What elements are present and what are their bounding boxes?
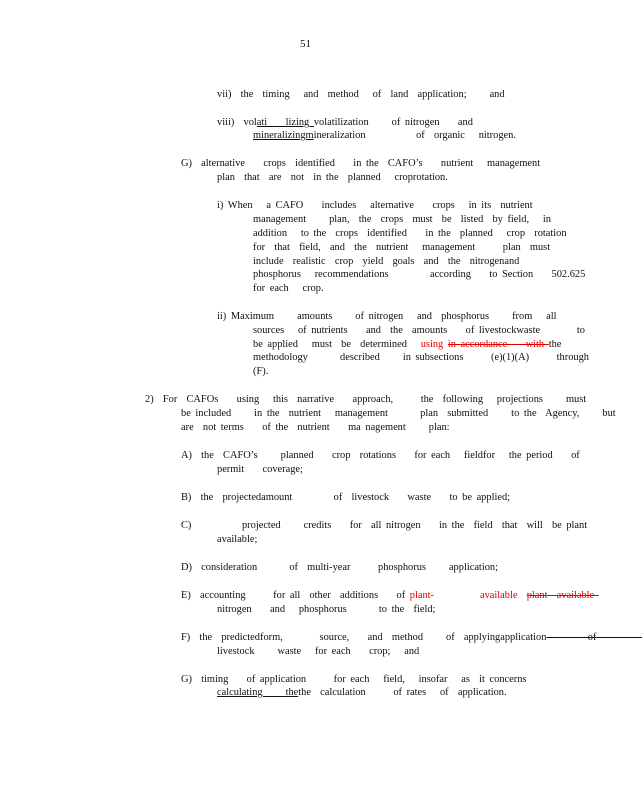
item-ii-text: be applied must be determined — [253, 339, 421, 350]
item-viii-text-2: ineralization of organic nitrogen. — [313, 130, 516, 141]
inserted-text: using — [420, 339, 448, 350]
item-f-text: F) the predictedform, source, and method of applyingapplication — [181, 632, 547, 643]
item-i-line5: include realistic crop yield goals and the nitrogenand — [253, 256, 520, 267]
item-i-line4: for that field, and the nutrient management plan must — [253, 242, 551, 253]
item-g2-text: the calculation of rates of application. — [298, 687, 507, 698]
item-ii-line2: sources of nutrients and the amounts of livestockwaste to — [253, 325, 585, 336]
item-2-line2: be included in the nutrient management plan submitted to the Agency, but — [181, 408, 616, 419]
item-viii-line1 — [217, 116, 473, 130]
item-g2-underlined: calculating the — [217, 687, 299, 698]
item-f-line2: livestock waste for each crop; and — [217, 646, 420, 657]
item-i-line7: for each crop. — [253, 283, 324, 294]
item-viii-underlined-2: mineralizingm — [253, 130, 314, 141]
item-i-line1: i) When a CAFO includes alternative crops in its nutrient — [217, 200, 533, 211]
item-ii-text-end: the — [548, 339, 562, 350]
item-ii-line5: (F). — [253, 366, 269, 377]
item-f-line1 — [181, 631, 642, 645]
item-g2-line1: G) timing of application for each field, insofar as it concerns — [181, 674, 527, 685]
item-viii-text-1: volatilization of nitrogen and — [313, 117, 473, 128]
item-g2-line2 — [217, 686, 507, 700]
item-ii-line4: methodology described in subsections (e)(1)(A) through — [253, 352, 589, 363]
item-2-line3: are not terms of the nutrient ma nagement plan: — [181, 422, 450, 433]
item-e-line1 — [181, 589, 599, 603]
item-a-line1: A) the CAFO’s planned crop rotations for each fieldfor the period of — [181, 450, 580, 461]
item-ii-line3 — [253, 338, 561, 352]
item-a-line2: permit coverage; — [217, 464, 303, 475]
item-i-line3: addition to the crops identified in the planned crop rotation — [253, 228, 567, 239]
deleted-text: plant available — [526, 590, 599, 601]
item-i-line6: phosphorus recommendations according to Section 502.625 — [253, 269, 586, 280]
page-number: 51 — [300, 38, 311, 50]
deleted-text: in accordance with — [447, 339, 549, 350]
item-g-line2: plan that are not in the planned croprotation. — [217, 172, 448, 183]
inserted-text: plant- available — [409, 590, 527, 601]
deleted-text: of — [546, 632, 642, 643]
item-vii: vii) the timing and method of land application; and — [217, 89, 505, 100]
item-viii-label: viii) vol — [217, 117, 257, 128]
item-c-line1: C) projected credits for all nitrogen in the field that will be plant — [181, 520, 588, 531]
item-i-line2: management plan, the crops must be listed by field, in — [253, 214, 551, 225]
item-e-line2: nitrogen and phosphorus to the field; — [217, 604, 436, 615]
item-b: B) the projectedamount of livestock waste to be applied; — [181, 492, 511, 503]
item-2-line1: 2) For CAFOs using this narrative approach, the following projections must — [145, 394, 587, 405]
item-g-line1: G) alternative crops identified in the CAFO’s nutrient management — [181, 158, 541, 169]
item-viii-underlined-1: ati lizing — [256, 117, 314, 128]
item-d: D) consideration of multi-year phosphorus application; — [181, 562, 498, 573]
item-ii-line1: ii) Maximum amounts of nitrogen and phosphorus from all — [217, 311, 557, 322]
item-viii-line2 — [253, 129, 516, 143]
item-e-text: E) accounting for all other additions of — [181, 590, 410, 601]
item-c-line2: available; — [217, 534, 258, 545]
